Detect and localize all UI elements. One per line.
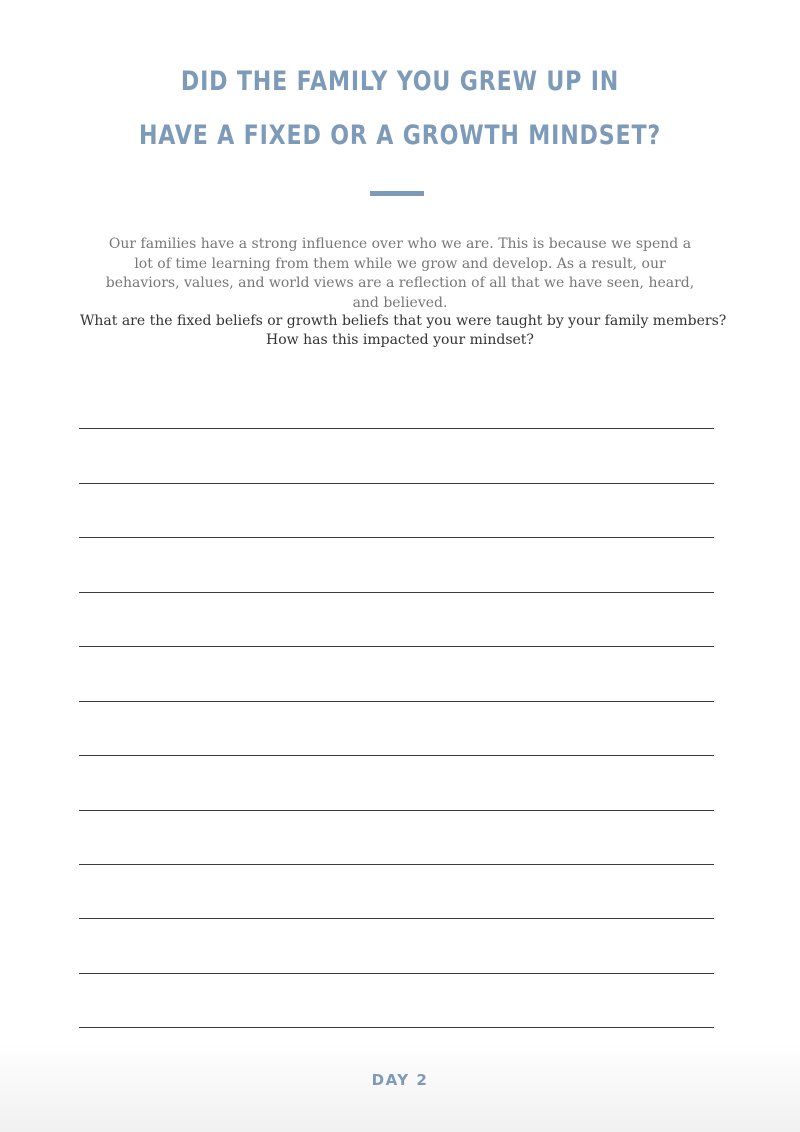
page-title-line-2: HAVE A FIXED OR A GROWTH MINDSET? bbox=[138, 120, 662, 151]
writing-line bbox=[79, 810, 714, 811]
writing-line bbox=[79, 483, 714, 484]
writing-line bbox=[79, 1027, 714, 1028]
journal-prompt-line-1: What are the fixed beliefs or growth beliefs that you were taught by your family members? bbox=[80, 313, 727, 329]
title-divider bbox=[370, 191, 424, 196]
writing-line bbox=[79, 646, 714, 647]
day-label: DAY 2 bbox=[371, 1071, 429, 1089]
intro-paragraph: Our families have a strong influence over who we are. This is because we spend a lot of time learning from them while we grow and develop. As a result, our behaviors, values, and world views are a reflection of all that we have seen, heard, and believed. bbox=[105, 236, 695, 311]
writing-line bbox=[79, 592, 714, 593]
writing-line bbox=[79, 973, 714, 974]
journal-prompt bbox=[80, 312, 727, 350]
journal-prompt-line-2: How has this impacted your mindset? bbox=[266, 332, 534, 348]
writing-line bbox=[79, 428, 714, 429]
writing-line bbox=[79, 918, 714, 919]
writing-line bbox=[79, 755, 714, 756]
writing-line bbox=[79, 701, 714, 702]
writing-line bbox=[79, 537, 714, 538]
page-title-line-1: DID THE FAMILY YOU GREW UP IN bbox=[180, 66, 620, 97]
writing-line bbox=[79, 864, 714, 865]
